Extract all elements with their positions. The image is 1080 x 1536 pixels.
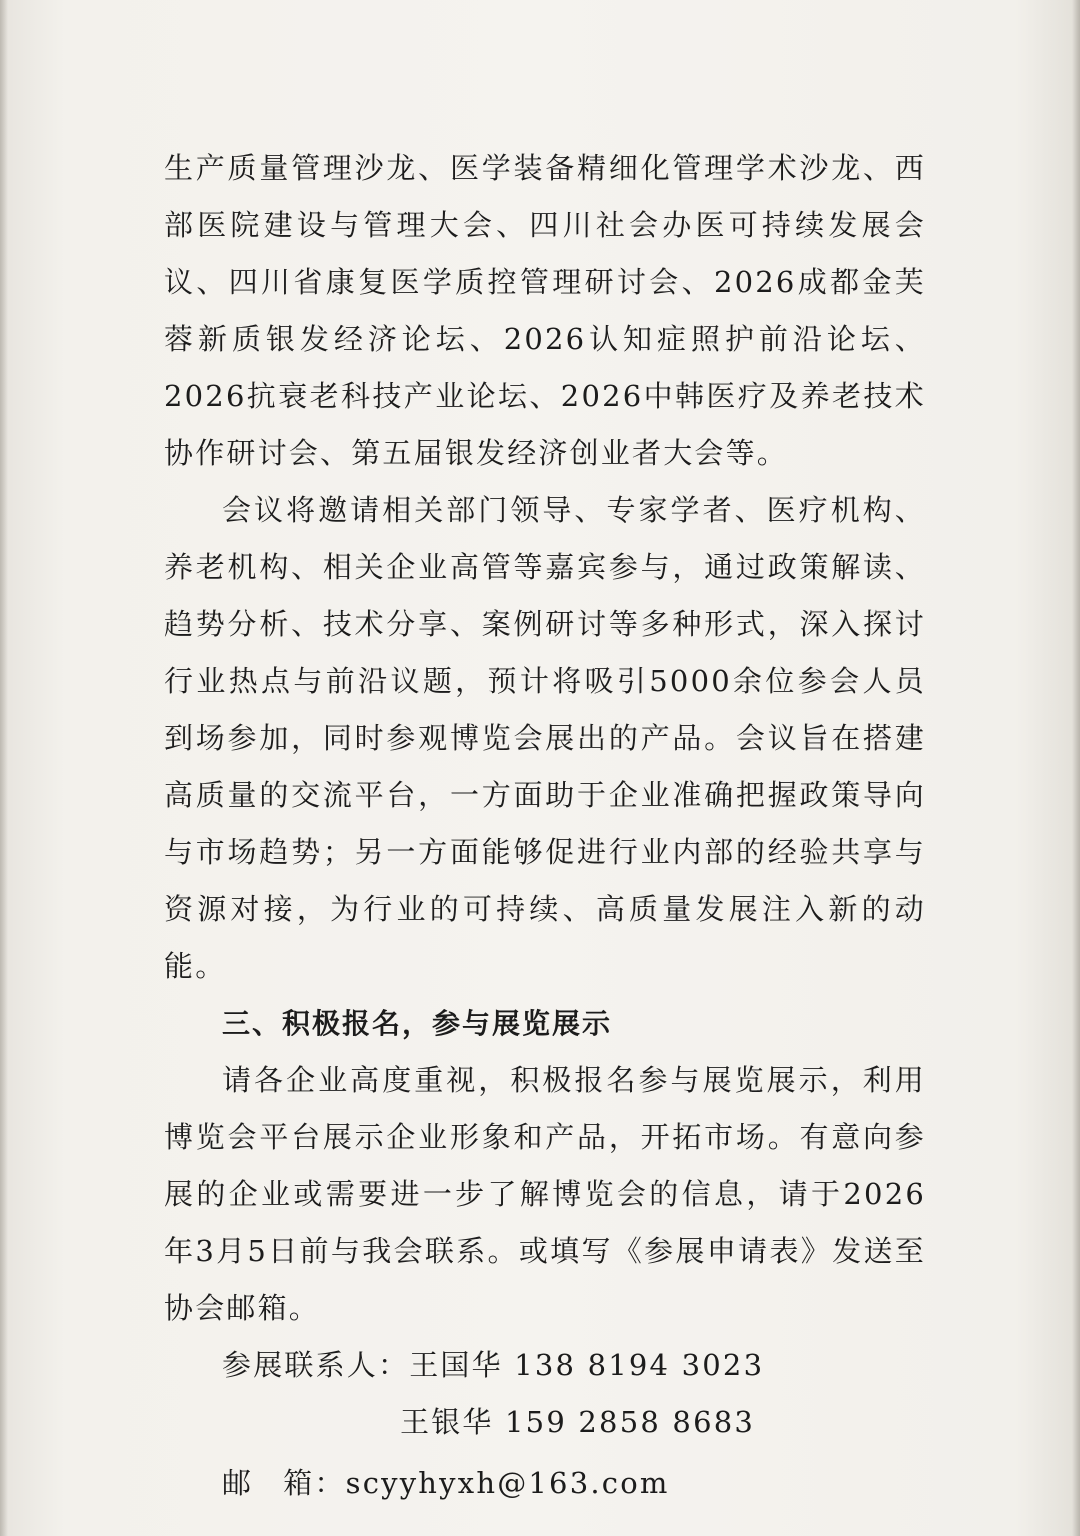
paragraph-registration-request: 请各企业高度重视，积极报名参与展览展示，利用博览会平台展示企业形象和产品，开拓市场。有意向参展的企业或需要进一步了解博览会的信息，请于2026年3月5日前与我会联系。或填写《参展申请表》发送至协会邮箱。	[164, 1063, 926, 1325]
contact-phone-2: 159 2858 8683	[505, 1405, 756, 1439]
email-row	[164, 1455, 926, 1512]
paragraph-conference-description: 会议将邀请相关部门领导、专家学者、医疗机构、养老机构、相关企业高管等嘉宾参与，通过政策解读、趋势分析、技术分享、案例研讨等多种形式，深入探讨行业热点与前沿议题，预计将吸引5000余位参会人员到场参加，同时参观博览会展出的产品。会议旨在搭建高质量的交流平台，一方面助于企业准确把握政策导向与市场趋势；另一方面能够促进行业内部的经验共享与资源对接，为行业的可持续、高质量发展注入新的动能。	[164, 493, 926, 983]
section-heading-registration: 三、积极报名，参与展览展示	[222, 1007, 613, 1040]
page-left-edge-shadow	[0, 0, 8, 1536]
email-address: scyyhyxh@163.com	[345, 1466, 670, 1500]
contact-name-1: 王国华	[409, 1348, 503, 1382]
contact-row-2	[164, 1394, 926, 1451]
email-label-part2: 箱：	[283, 1466, 346, 1500]
page-right-edge-shadow	[1072, 0, 1080, 1536]
email-label-part1: 邮	[222, 1466, 254, 1500]
contact-label: 参展联系人：	[222, 1348, 410, 1382]
paragraph-conference-list: 生产质量管理沙龙、医学装备精细化管理学术沙龙、西部医院建设与管理大会、四川社会办医可持续发展会议、四川省康复医学质控管理研讨会、2026成都金芙蓉新质银发经济论坛、2026认知症照护前沿论坛、2026抗衰老科技产业论坛、2026中韩医疗及养老技术协作研讨会、第五届银发经济创业者大会等。	[164, 151, 926, 470]
contact-row-1	[164, 1337, 926, 1394]
contact-phone-1: 138 8194 3023	[514, 1348, 765, 1382]
document-body	[164, 140, 926, 1512]
contact-name-2: 王银华	[400, 1405, 494, 1439]
